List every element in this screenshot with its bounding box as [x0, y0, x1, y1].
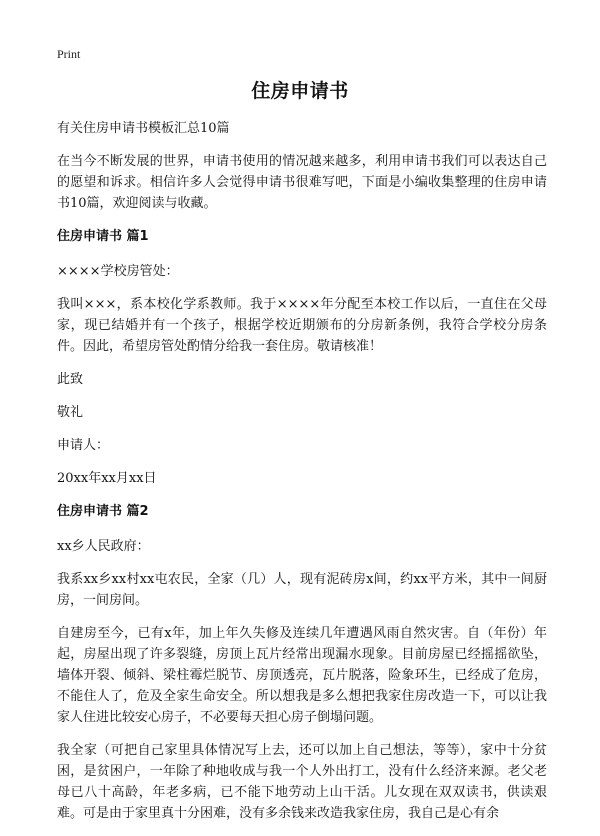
intro-paragraph: 在当今不断发展的世界，申请书使用的情况越来越多，利用申请书我们可以表达自己的愿望和诉求。相信许多人会觉得申请书很难写吧，下面是小编收集整理的住房申请书10篇，欢迎阅读与收藏。 — [57, 154, 547, 211]
section-1-applicant: 申请人： — [57, 438, 110, 453]
section-1-closing-2: 敬礼 — [57, 405, 84, 420]
section-heading-2: 住房申请书 篇2 — [57, 504, 149, 519]
document-body — [57, 118, 547, 836]
section-1-body: 我叫×××，系本校化学系教师。我于××××年分配至本校工作以后，一直住在父母家，现已结婚并有一个孩子，根据学校近期颁布的分房新条例，我符合学校分房条件。因此，希望房管处酌情分给我一套住房。敬请核准！ — [57, 297, 547, 354]
document-subtitle: 有关住房申请书模板汇总10篇 — [57, 121, 230, 136]
section-1-closing-1: 此致 — [57, 372, 84, 387]
document-title: 住房申请书 — [251, 80, 349, 102]
section-heading-1: 住房申请书 篇1 — [57, 229, 149, 244]
print-label: Print — [57, 47, 81, 61]
section-1-addressee: ××××学校房管处： — [57, 264, 179, 279]
section-2-addressee: xx乡人民政府： — [57, 539, 150, 554]
section-2-paragraph-3: 我全家（可把自己家里具体情况写上去，还可以加上自己想法，等等），家中十分贫困，是贫困户，一年除了种地收成与我一个人外出打工，没有什么经济来源。老父老母已八十高龄，年老多病，已不能下地劳动上山干活。儿女现在双双读书，供读艰难。可是由于家里真十分困难，没有多余钱来改造我家住房，我自己是心有余 — [57, 743, 547, 821]
section-2-paragraph-1: 我系xx乡xx村xx屯农民，全家（几）人，现有泥砖房x间，约xx平方米，其中一间厨房，一间房间。 — [57, 572, 547, 608]
section-1-date: 20xx年xx月xx日 — [57, 471, 157, 486]
section-2-paragraph-2: 自建房至今，已有x年，加上年久失修及连续几年遭遇风雨自然灾害。自（年份）年起，房屋出现了许多裂缝，房顶上瓦片经常出现漏水现象。目前房屋已经摇摇欲坠，墙体开裂、倾斜、梁柱霉烂脱节、房顶透亮，瓦片脱落，险象环生，已经成了危房，不能住人了，危及全家生命安全。所以想我是多么想把我家住房改造一下，可以让我家人住进比较安心房子，不必要每天担心房子倒塌问题。 — [57, 626, 547, 725]
